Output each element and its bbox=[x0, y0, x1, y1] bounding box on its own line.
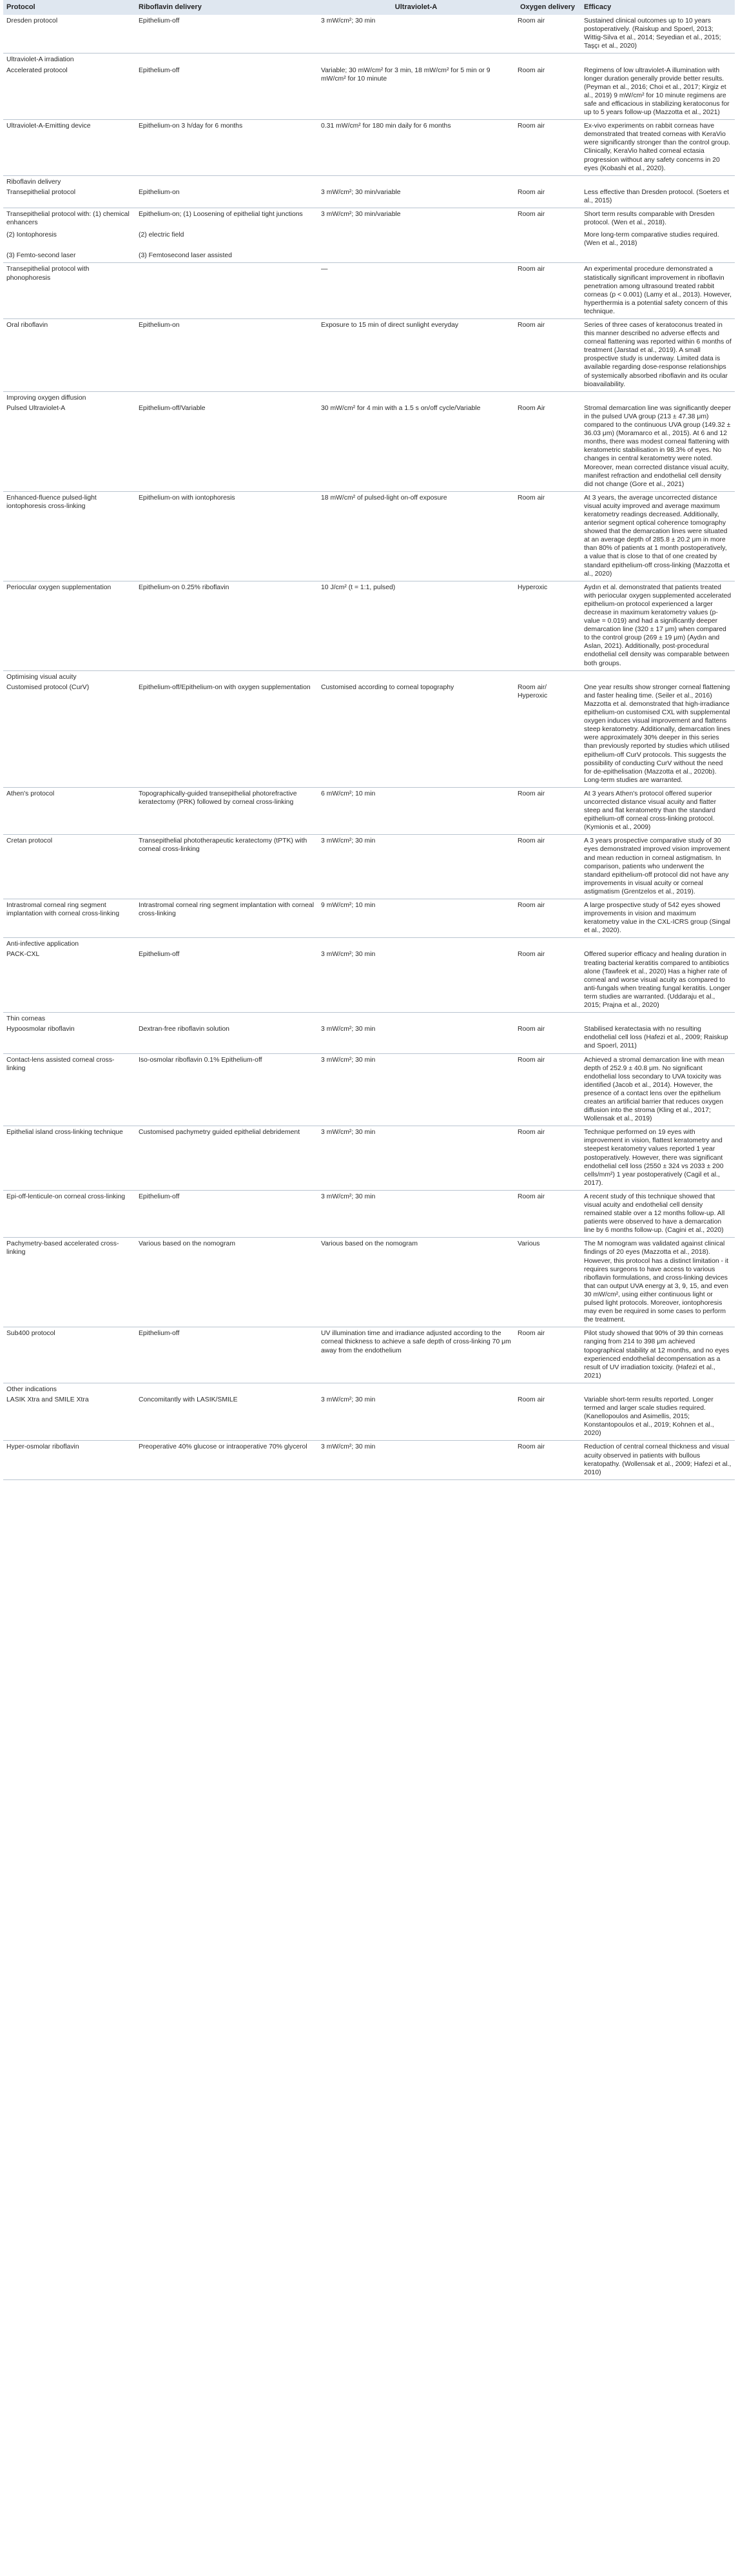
cell-protocol: Transepithelial protocol with: (1) chemical enhancers bbox=[6, 210, 130, 227]
cell-riboflavin-delivery: Epithelium-off bbox=[139, 1330, 180, 1338]
table-body bbox=[3, 15, 735, 1479]
cell-ultraviolet-a bbox=[318, 1383, 514, 1394]
cell-oxygen-delivery: Room air bbox=[518, 1443, 545, 1451]
cell-riboflavin-delivery: Iso-osmolar riboflavin 0.1% Epithelium-off bbox=[139, 1056, 262, 1064]
cell-oxygen-delivery bbox=[514, 670, 581, 681]
cell-efficacy: The M nomogram was validated against clinical findings of 20 eyes (Mazzotta et al., 2018). However, this protocol has a distinct limitation - it requires surgeons to have access to various riboflavin formulations, and cross-linking devices that can output UVA energy at 3, 9, 15, and even 30 mW/cm², using either continuous light or pulsed light protocols. Moreover, iontophoresis may even be required in some cases to perform the treatment. bbox=[584, 1240, 729, 1324]
cell-ultraviolet-a bbox=[318, 175, 514, 186]
cell-oxygen-delivery bbox=[514, 227, 581, 248]
cell-efficacy: At 3 years Athen's protocol offered superior uncorrected distance visual acuity and flatter steep and flat keratometry than the standard epithelium-off corneal cross-linking protocol. (Kymionis et al., 2009) bbox=[584, 790, 717, 832]
cell-oxygen-delivery: Room air bbox=[518, 210, 545, 218]
cell-oxygen-delivery: Room air bbox=[518, 266, 545, 273]
cell-efficacy: Stabilised keratectasia with no resulting endothelial cell loss (Hafezi et al., 2009; Raiskup and Spoerl, 2011) bbox=[584, 1026, 728, 1050]
table-row bbox=[3, 248, 735, 263]
category-row bbox=[3, 1383, 735, 1394]
table-row bbox=[3, 319, 735, 392]
table-row bbox=[3, 227, 735, 248]
cell-efficacy: Technique performed on 19 eyes with improvement in vision, flattest keratometry and steepest keratometry values reported 1 year postoperatively. However, there was significant endothelial cell loss (2550 ± 324 vs 2033 ± 200 cells/mm²) 1 year postoperatively (Cagil et al., 2017). bbox=[584, 1129, 724, 1187]
table-row bbox=[3, 787, 735, 834]
cell-riboflavin-delivery: Epithelium-off bbox=[139, 66, 180, 74]
cell-oxygen-delivery: Room air bbox=[518, 188, 545, 196]
table-row bbox=[3, 1394, 735, 1441]
cell-riboflavin-delivery: Transepithelial phototherapeutic keratectomy (tPTK) with corneal cross-linking bbox=[139, 837, 307, 854]
cell-efficacy: Reduction of central corneal thickness and visual acuity observed in patients with bullous keratopathy. (Wollensak et al., 2009; Hafezi et al., 2010) bbox=[584, 1443, 732, 1476]
cell-riboflavin-delivery: Epithelium-on bbox=[139, 322, 180, 329]
cell-riboflavin-delivery: Epithelium-off bbox=[139, 17, 180, 25]
cell-oxygen-delivery: Room air bbox=[518, 494, 545, 502]
cell-protocol: Dresden protocol bbox=[6, 17, 58, 25]
cell-ultraviolet-a: 3 mW/cm²; 30 min bbox=[321, 1129, 376, 1137]
cell-protocol: Hyper-osmolar riboflavin bbox=[6, 1443, 79, 1451]
cell-ultraviolet-a: 3 mW/cm²; 30 min bbox=[321, 1056, 376, 1064]
cell-efficacy: Less effective than Dresden protocol. (Soeters et al., 2015) bbox=[584, 188, 730, 204]
cell-oxygen-delivery: Room air bbox=[518, 1129, 545, 1137]
cell-oxygen-delivery: Room air bbox=[518, 66, 545, 74]
cell-efficacy bbox=[581, 54, 735, 64]
table-row bbox=[3, 681, 735, 788]
header-ultraviolet-a: Ultraviolet-A bbox=[318, 0, 514, 15]
cell-ultraviolet-a: 3 mW/cm²; 30 min bbox=[321, 1443, 376, 1451]
cell-efficacy: Short term results comparable with Dresden protocol. (Wen et al., 2018). bbox=[584, 210, 715, 227]
header-oxygen-delivery: Oxygen delivery bbox=[514, 0, 581, 15]
cell-oxygen-delivery: Room air bbox=[518, 1330, 545, 1338]
cell-oxygen-delivery: Room air bbox=[518, 1026, 545, 1033]
cell-ultraviolet-a: 3 mW/cm²; 30 min bbox=[321, 1193, 376, 1200]
cell-riboflavin-delivery bbox=[135, 391, 318, 402]
cell-efficacy: Stromal demarcation line was significantly deeper in the pulsed UVA group (213 ± 47.38 μm) compared to the continuous UVA group (149.32 ± 36.03 μm) (Moramarco et al., 2015). At 6 and 12 months, there was modest corneal flattening with keratometric stabilisation in 98.3% of eyes. No changes in central keratometry were noted. Moreover, mean corrected distance visual acuity, manifest refraction and endothelial cell density did not change (Gore et al., 2021) bbox=[584, 404, 732, 488]
cell-oxygen-delivery: Room air/ Hyperoxic bbox=[518, 683, 548, 699]
cell-riboflavin-delivery bbox=[135, 1383, 318, 1394]
table-row bbox=[3, 1441, 735, 1479]
cell-ultraviolet-a bbox=[318, 670, 514, 681]
header-row bbox=[3, 0, 735, 15]
cell-riboflavin-delivery: Intrastromal corneal ring segment implantation with corneal cross-linking bbox=[139, 902, 315, 918]
cell-oxygen-delivery bbox=[514, 1013, 581, 1024]
table-row bbox=[3, 581, 735, 670]
cell-ultraviolet-a: 3 mW/cm²; 30 min/variable bbox=[321, 188, 401, 196]
cell-protocol: Epi-off-lenticule-on corneal cross-linking bbox=[6, 1193, 126, 1200]
cell-riboflavin-delivery bbox=[135, 938, 318, 949]
cell-riboflavin-delivery bbox=[135, 54, 318, 64]
cell-protocol: PACK-CXL bbox=[6, 951, 40, 959]
table-row bbox=[3, 1126, 735, 1191]
cell-riboflavin-delivery: Epithelium-on 3 h/day for 6 months bbox=[139, 122, 243, 130]
cell-efficacy: A large prospective study of 542 eyes showed improvements in vision and maximum keratometry value in the CXL-ICRS group (Singal et al., 2020). bbox=[584, 902, 730, 935]
cell-efficacy: An experimental procedure demonstrated a statistically significant improvement in riboflavin penetration among ultrasound treated rabbit corneas (p < 0.001) (Lamy et al., 2013). However, hyperthermia is a potential safety concern of this technique. bbox=[584, 266, 732, 315]
cell-protocol: Hypoosmolar riboflavin bbox=[6, 1026, 75, 1033]
cell-oxygen-delivery bbox=[514, 391, 581, 402]
cell-efficacy bbox=[581, 1383, 735, 1394]
cell-protocol: Ultraviolet-A irradiation bbox=[6, 56, 74, 64]
cell-ultraviolet-a bbox=[318, 54, 514, 64]
table-row bbox=[3, 1023, 735, 1053]
cell-protocol: Ultraviolet-A-Emitting device bbox=[6, 122, 91, 130]
table-row bbox=[3, 1238, 735, 1327]
cell-riboflavin-delivery: (3) Femtosecond laser assisted bbox=[139, 252, 232, 260]
cell-oxygen-delivery: Room Air bbox=[518, 404, 545, 412]
cell-efficacy: Offered superior efficacy and healing duration in treating bacterial keratitis compared to antibiotics alone (Tawfeek et al., 2020) Has a higher rate of corneal and worse visual acuity as compared to anti-fungals when treating fungal keratitis. Longer term studies are warranted. (Uddaraju et al., 2015; Prajna et al., 2020) bbox=[584, 951, 731, 1010]
cell-protocol: Accelerated protocol bbox=[6, 66, 68, 74]
cell-efficacy: Regimens of low ultraviolet-A illumination with longer duration generally provide better results. (Peyman et al., 2016; Choi et al., 2017; Kirgiz et al., 2019) 9 mW/cm² for 10 minute regimens are safe and efficacious in stabilizing keratoconus for up to 5 years follow-up (Mazzotta et al., 2021) bbox=[584, 66, 730, 117]
cell-oxygen-delivery: Hyperoxic bbox=[518, 583, 548, 591]
cell-ultraviolet-a: 0.31 mW/cm² for 180 min daily for 6 months bbox=[321, 122, 451, 130]
cell-ultraviolet-a bbox=[318, 1013, 514, 1024]
table-row bbox=[3, 120, 735, 176]
cell-ultraviolet-a: 3 mW/cm²; 30 min bbox=[321, 1026, 376, 1033]
table-row bbox=[3, 15, 735, 54]
cell-oxygen-delivery: Room air bbox=[518, 1056, 545, 1064]
cell-riboflavin-delivery bbox=[135, 263, 318, 319]
cell-efficacy: Pilot study showed that 90% of 39 thin corneas ranging from 214 to 398 μm achieved topographical stability at 12 months, and no eyes experienced endothelial decompensation as a result of UV irradiation toxicity. (Hafezi et al., 2021) bbox=[584, 1330, 730, 1380]
table-row bbox=[3, 835, 735, 899]
cell-oxygen-delivery: Various bbox=[518, 1240, 540, 1248]
cell-riboflavin-delivery: Epithelium-off/Epithelium-on with oxygen supplementation bbox=[139, 683, 311, 691]
cell-protocol: Customised protocol (CurV) bbox=[6, 683, 90, 691]
table-header bbox=[3, 0, 735, 15]
cell-protocol: (3) Femto-second laser bbox=[6, 252, 76, 260]
cell-oxygen-delivery: Room air bbox=[518, 1396, 545, 1403]
category-row bbox=[3, 1013, 735, 1024]
category-row bbox=[3, 670, 735, 681]
cell-protocol: Anti-infective application bbox=[6, 941, 79, 948]
cell-efficacy: A 3 years prospective comparative study of 30 eyes demonstrated improved vision improvement and mean reduction in corneal astigmatism. In comparison, patients who underwent the standard epithelium-off protocol did not have any improvements in visual acuity or corneal astigmatism (Grentzelos et al., 2019). bbox=[584, 837, 730, 895]
table-row bbox=[3, 1327, 735, 1383]
category-row bbox=[3, 54, 735, 64]
cell-ultraviolet-a: — bbox=[321, 266, 328, 273]
cell-oxygen-delivery: Room air bbox=[518, 902, 545, 909]
cell-ultraviolet-a bbox=[318, 391, 514, 402]
cell-ultraviolet-a: Various based on the nomogram bbox=[321, 1240, 418, 1248]
cell-oxygen-delivery bbox=[514, 54, 581, 64]
cell-ultraviolet-a: 9 mW/cm²; 10 min bbox=[321, 902, 376, 909]
cell-riboflavin-delivery: Dextran-free riboflavin solution bbox=[139, 1026, 229, 1033]
cell-riboflavin-delivery: (2) electric field bbox=[139, 231, 184, 239]
cell-protocol: Other indications bbox=[6, 1385, 57, 1393]
cell-protocol: Riboflavin delivery bbox=[6, 178, 61, 186]
cell-efficacy: Aydın et al. demonstrated that patients treated with periocular oxygen supplemented accelerated epithelium-on protocol experienced a larger decrease in maximum keratometry values (p-value = 0.019) and had a significantly deeper demarcation line (320 ± 17 μm) when compared to the control group (269 ± 19 μm) (Aydın and Aslan, 2021). Additionally, post-procedural endothelial cell density was comparable between both groups. bbox=[584, 583, 732, 667]
cell-riboflavin-delivery bbox=[135, 175, 318, 186]
cell-riboflavin-delivery: Epithelium-on bbox=[139, 188, 180, 196]
table-row bbox=[3, 64, 735, 120]
table-row bbox=[3, 1053, 735, 1126]
cell-efficacy bbox=[581, 670, 735, 681]
category-row bbox=[3, 391, 735, 402]
cell-protocol: Athen's protocol bbox=[6, 790, 55, 797]
cell-oxygen-delivery: Room air bbox=[518, 951, 545, 959]
cell-protocol: (2) Iontophoresis bbox=[6, 231, 57, 239]
cell-oxygen-delivery: Room air bbox=[518, 17, 545, 25]
cell-protocol: Improving oxygen diffusion bbox=[6, 394, 86, 402]
cell-efficacy: Series of three cases of keratoconus treated in this manner described no adverse effects and corneal flattening was reported within 6 months of treatment (Jarstad et al., 2019). A small prospective study is underway. Limited data is available regarding dose-response relationships of systemically absorbed riboflavin and its ocular bioavailability. bbox=[584, 322, 732, 388]
cell-oxygen-delivery: Room air bbox=[518, 837, 545, 845]
table-row bbox=[3, 208, 735, 227]
cell-protocol: Pachymetry-based accelerated cross-linking bbox=[6, 1240, 119, 1256]
cell-protocol: Contact-lens assisted corneal cross-linking bbox=[6, 1056, 115, 1072]
cell-ultraviolet-a bbox=[318, 227, 514, 248]
cell-protocol: Epithelial island cross-linking technique bbox=[6, 1129, 123, 1137]
cell-oxygen-delivery bbox=[514, 175, 581, 186]
cell-protocol: Periocular oxygen supplementation bbox=[6, 583, 112, 591]
cell-efficacy: Ex-vivo experiments on rabbit corneas have demonstrated that treated corneas with KeraVio were significantly stronger than the control group. Clinically, KeraVio halted corneal ectasia progression without any safety concerns in 20 eyes (Kobashi et al., 2020). bbox=[584, 122, 730, 172]
cell-ultraviolet-a: 3 mW/cm²; 30 min bbox=[321, 17, 376, 25]
cell-efficacy bbox=[581, 175, 735, 186]
cell-riboflavin-delivery: Epithelium-on 0.25% riboflavin bbox=[139, 583, 229, 591]
cell-efficacy: A recent study of this technique showed that visual acuity and endothelial cell density remained stable over a 12 months follow-up. All patients were observed to have a demarcation line by 6 months follow-up. (Cagini et al., 2020) bbox=[584, 1193, 725, 1234]
cell-protocol: Transepithelial protocol bbox=[6, 188, 76, 196]
cell-riboflavin-delivery bbox=[135, 1013, 318, 1024]
cell-protocol: Oral riboflavin bbox=[6, 322, 48, 329]
cell-oxygen-delivery: Room air bbox=[518, 790, 545, 797]
cell-protocol: Intrastromal corneal ring segment implantation with corneal cross-linking bbox=[6, 902, 119, 918]
cell-ultraviolet-a: 18 mW/cm² of pulsed-light on-off exposure bbox=[321, 494, 447, 502]
table-row bbox=[3, 899, 735, 938]
cell-ultraviolet-a: 6 mW/cm²; 10 min bbox=[321, 790, 376, 797]
header-riboflavin-delivery: Riboflavin delivery bbox=[135, 0, 318, 15]
cell-ultraviolet-a: Exposure to 15 min of direct sunlight everyday bbox=[321, 322, 459, 329]
cell-protocol: Transepithelial protocol with phonophoresis bbox=[6, 266, 90, 282]
cell-efficacy: More long-term comparative studies required. (Wen et al., 2018) bbox=[584, 231, 719, 248]
cell-riboflavin-delivery: Epithelium-off bbox=[139, 951, 180, 959]
cell-protocol: Pulsed Ultraviolet-A bbox=[6, 404, 66, 412]
cell-oxygen-delivery: Room air bbox=[518, 122, 545, 130]
cell-efficacy: Achieved a stromal demarcation line with mean depth of 252.9 ± 40.8 μm. No significant endothelial loss secondary to UVA toxicity was identified (Jacob et al., 2014). However, the presence of a contact lens over the epithelium creates an artificial barrier that reduces oxygen diffusion into the stroma (Kling et al., 2017; Wollensak et al., 2019) bbox=[584, 1056, 724, 1123]
cell-riboflavin-delivery: Epithelium-on with iontophoresis bbox=[139, 494, 235, 502]
cell-riboflavin-delivery: Topographically-guided transepithelial photorefractive keratectomy (PRK) followed by corneal cross-linking bbox=[139, 790, 297, 806]
cell-ultraviolet-a: Variable; 30 mW/cm² for 3 min, 18 mW/cm² for 5 min or 9 mW/cm² for 10 minute bbox=[321, 66, 490, 83]
cell-protocol: Sub400 protocol bbox=[6, 1330, 55, 1338]
cell-riboflavin-delivery: Preoperative 40% glucose or intraoperative 70% glycerol bbox=[139, 1443, 307, 1451]
cell-riboflavin-delivery: Epithelium-off bbox=[139, 1193, 180, 1200]
cell-protocol: Enhanced-fluence pulsed-light iontophoresis cross-linking bbox=[6, 494, 97, 510]
category-row bbox=[3, 175, 735, 186]
cell-riboflavin-delivery: Concomitantly with LASIK/SMILE bbox=[139, 1396, 238, 1403]
table-row bbox=[3, 402, 735, 491]
cell-ultraviolet-a: 3 mW/cm²; 30 min bbox=[321, 951, 376, 959]
cell-protocol: Cretan protocol bbox=[6, 837, 53, 845]
header-efficacy: Efficacy bbox=[581, 0, 735, 15]
cell-oxygen-delivery: Room air bbox=[518, 322, 545, 329]
cell-efficacy: Sustained clinical outcomes up to 10 years postoperatively. (Raiskup and Spoerl, 2013; Wittig-Silva et al., 2014; Seyedian et al., 2015; Taşçı et al., 2020) bbox=[584, 17, 721, 50]
cell-riboflavin-delivery bbox=[135, 670, 318, 681]
protocols-table bbox=[3, 0, 735, 1480]
cell-protocol: Thin corneas bbox=[6, 1015, 46, 1023]
cell-efficacy: Variable short-term results reported. Longer termed and larger scale studies required. (Kanellopoulos and Asimellis, 2015; Konstantopoulos et al., 2019; Kohnen et al., 2020) bbox=[584, 1396, 714, 1438]
cell-oxygen-delivery: Room air bbox=[518, 1193, 545, 1200]
cell-ultraviolet-a: 3 mW/cm²; 30 min bbox=[321, 1396, 376, 1403]
cell-efficacy bbox=[581, 1013, 735, 1024]
header-protocol: Protocol bbox=[3, 0, 135, 15]
cell-ultraviolet-a: 10 J/cm² (t = 1:1, pulsed) bbox=[321, 583, 396, 591]
cell-efficacy: One year results show stronger corneal flattening and faster healing time. (Seiler et al., 2016) Mazzotta et al. demonstrated that high-irradiance epithelium-on customised CXL with supplemental oxygen induces visual improvement and flattens steep keratometry. Additionally, demarcation lines were approximately 30% deeper in this series than previously reported by studies which utilised epithelium-off CurV protocols. This suggests the possibility of conducting CurV without the need for de-epithelisation (Mazzotta et al., 2020b). Long-term studies are warranted. bbox=[584, 683, 731, 784]
cell-ultraviolet-a bbox=[318, 938, 514, 949]
cell-protocol: LASIK Xtra and SMILE Xtra bbox=[6, 1396, 89, 1403]
cell-efficacy bbox=[581, 391, 735, 402]
cell-ultraviolet-a bbox=[318, 248, 514, 263]
table-row bbox=[3, 263, 735, 319]
table-row bbox=[3, 1190, 735, 1237]
cell-ultraviolet-a: 3 mW/cm²; 30 min/variable bbox=[321, 210, 401, 218]
cell-oxygen-delivery bbox=[514, 938, 581, 949]
cell-riboflavin-delivery: Customised pachymetry guided epithelial debridement bbox=[139, 1129, 300, 1137]
cell-ultraviolet-a: 3 mW/cm²; 30 min bbox=[321, 837, 376, 845]
cell-riboflavin-delivery: Epithelium-off/Variable bbox=[139, 404, 206, 412]
category-row bbox=[3, 938, 735, 949]
table-row bbox=[3, 186, 735, 208]
cell-ultraviolet-a: 30 mW/cm² for 4 min with a 1.5 s on/off cycle/Variable bbox=[321, 404, 481, 412]
cell-protocol: Optimising visual acuity bbox=[6, 673, 77, 681]
table-row bbox=[3, 491, 735, 581]
cell-efficacy: At 3 years, the average uncorrected distance visual acuity improved and average maximum keratometry readings decreased. Additionally, anterior segment optical coherence tomography showed that the demarcation lines were situated at an average depth of 285.8 ± 20.2 μm in more than 80% of patients at 1 month postoperatively, a value that is close to that of one created by standard epithelium-off cross-linking (Mazzotta et al., 2020) bbox=[584, 494, 730, 578]
cell-oxygen-delivery bbox=[514, 248, 581, 263]
table-row bbox=[3, 948, 735, 1012]
cell-riboflavin-delivery: Epithelium-on; (1) Loosening of epithelial tight junctions bbox=[139, 210, 303, 218]
cell-ultraviolet-a: UV illumination time and irradiance adjusted according to the corneal thickness to achieve a safe depth of cross-linking 70 μm away from the endothelium bbox=[321, 1330, 511, 1354]
cell-efficacy bbox=[581, 938, 735, 949]
cell-oxygen-delivery bbox=[514, 1383, 581, 1394]
cell-riboflavin-delivery: Various based on the nomogram bbox=[139, 1240, 235, 1248]
cell-efficacy bbox=[581, 248, 735, 263]
cell-ultraviolet-a: Customised according to corneal topography bbox=[321, 683, 454, 691]
